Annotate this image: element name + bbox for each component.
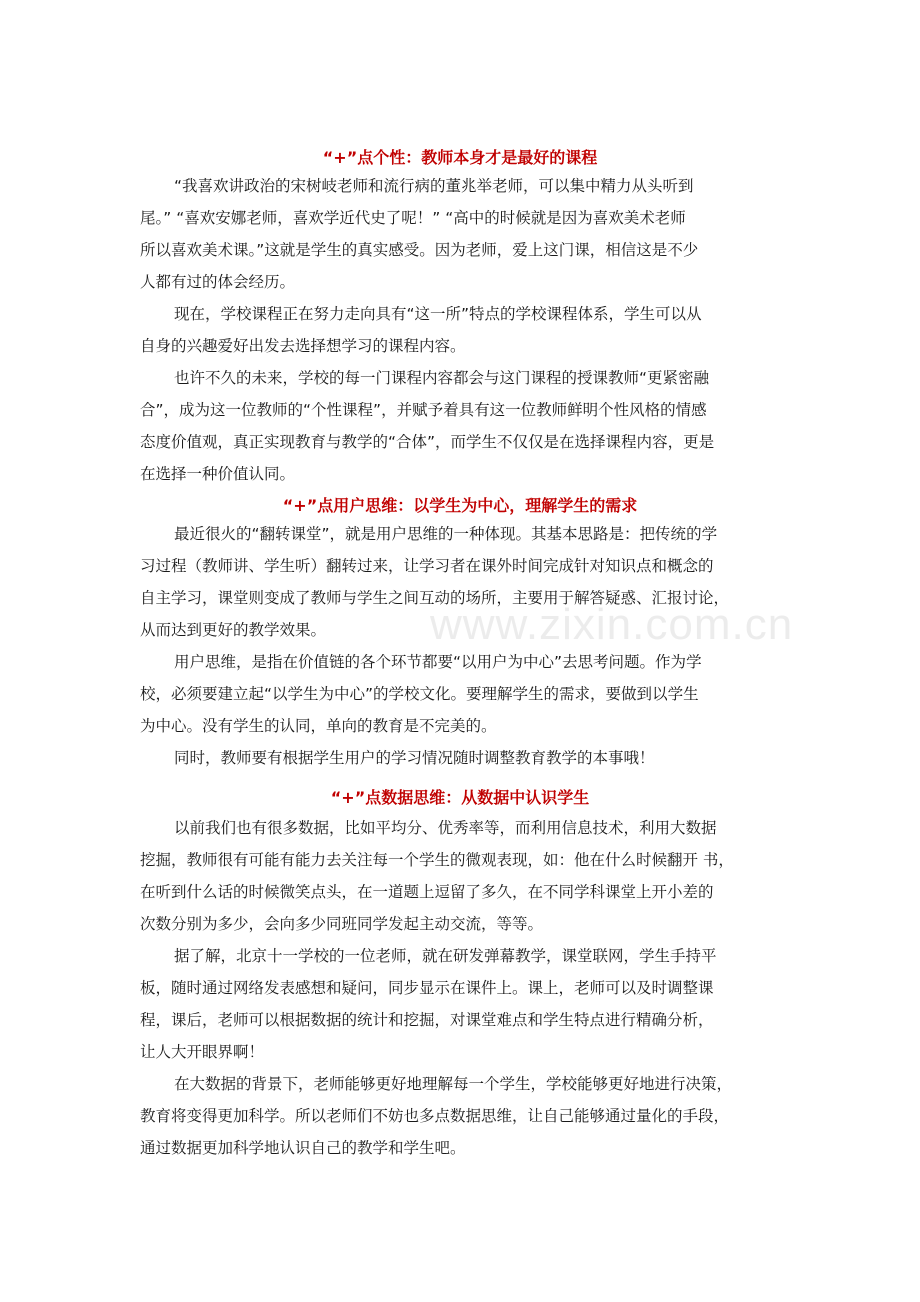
text-line: 合”，成为这一位教师的“个性课程”，并赋予着具有这一位教师鲜明个性风格的情感 [140,401,707,419]
text-line: 通过数据更加科学地认识自己的教学和学生吧。 [140,1139,466,1157]
text-line: 人都有过的体会经历。 [140,273,296,291]
text-line: 为中心。没有学生的认同，单向的教育是不完美的。 [140,717,497,735]
text-line: “我喜欢讲政治的宋树岐老师和流行病的董兆举老师，可以集中精力从头听到 [174,177,694,195]
text-line: 让人大开眼界啊！ [140,1043,265,1061]
text-line: 教育将变得更加科学。所以老师们不妨也多点数据思维，让自己能够通过量化的手段， [140,1107,730,1125]
text-line: 所以喜欢美术课。”这就是学生的真实感受。因为老师，爱上这门课，相信这是不少 [140,241,699,259]
text-line: 从而达到更好的教学效果。 [140,621,327,639]
section-heading-personality: “+”点个性：教师本身才是最好的课程 [322,148,598,167]
text-line: 最近很火的“翻转课堂”，就是用户思维的一种体现。其基本思路是：把传统的学 [174,525,718,543]
section-heading-data-thinking: “+”点数据思维：从数据中认识学生 [330,788,590,807]
text-line: 板，随时通过网络发表感想和疑问，同步显示在课件上。课上，老师可以及时调整课 [140,979,714,997]
text-line: 自主学习，课堂则变成了教师与学生之间互动的场所，主要用于解答疑惑、汇报讨论， [140,589,730,607]
section-body-data-thinking [140,812,800,1164]
text-line: 自身的兴趣爱好出发去选择想学习的课程内容。 [140,337,466,355]
text-line: 次数分别为多少，会向多少同班同学发起主动交流，等等。 [140,915,544,933]
text-line: 挖掘，教师很有可能有能力去关注每一个学生的微观表现，如：他在什么时候翻开 书， [140,851,734,869]
watermark: www.zixin.com.cn [430,600,794,649]
text-line: 在听到什么话的时候微笑点头，在一道题上逗留了多久，在不同学科课堂上开小差的 [140,883,714,901]
text-line: 在大数据的背景下，老师能够更好地理解每一个学生，学校能够更好地进行决策， [174,1075,733,1093]
section-body-user-thinking [140,518,800,774]
text-line: 尾。” “喜欢安娜老师，喜欢学近代史了呢！” “高中的时候就是因为喜欢美术老师 [140,209,686,227]
text-line: 现在，学校课程正在努力走向具有“这一所”特点的学校课程体系，学生可以从 [174,305,702,323]
section-heading-user-thinking: “+”点用户思维：以学生为中心，理解学生的需求 [282,496,638,515]
text-line: 校，必须要建立起“以学生为中心”的学校文化。要理解学生的需求，要做到以学生 [140,685,699,703]
text-line: 以前我们也有很多数据，比如平均分、优秀率等，而利用信息技术，利用大数据 [174,819,717,837]
text-line: 据了解，北京十一学校的一位老师，就在研发弹幕教学，课堂联网，学生手持平 [174,947,717,965]
text-line: 也许不久的未来，学校的每一门课程内容都会与这门课程的授课教师“更紧密融 [174,369,710,387]
section-body-personality [140,170,800,490]
text-line: 在选择一种价值认同。 [140,465,296,483]
text-line: 用户思维，是指在价值链的各个环节都要“以用户为中心”去思考问题。作为学 [174,653,702,671]
text-line: 习过程（教师讲、学生听）翻转过来，让学习者在课外时间完成针对知识点和概念的 [140,557,714,575]
text-line: 态度价值观，真正实现教育与教学的“合体”，而学生不仅仅是在选择课程内容，更是 [140,433,715,451]
text-line: 同时，教师要有根据学生用户的学习情况随时调整教育教学的本事哦！ [174,749,655,767]
text-line: 程，课后，老师可以根据数据的统计和挖掘，对课堂难点和学生特点进行精确分析， [140,1011,714,1029]
